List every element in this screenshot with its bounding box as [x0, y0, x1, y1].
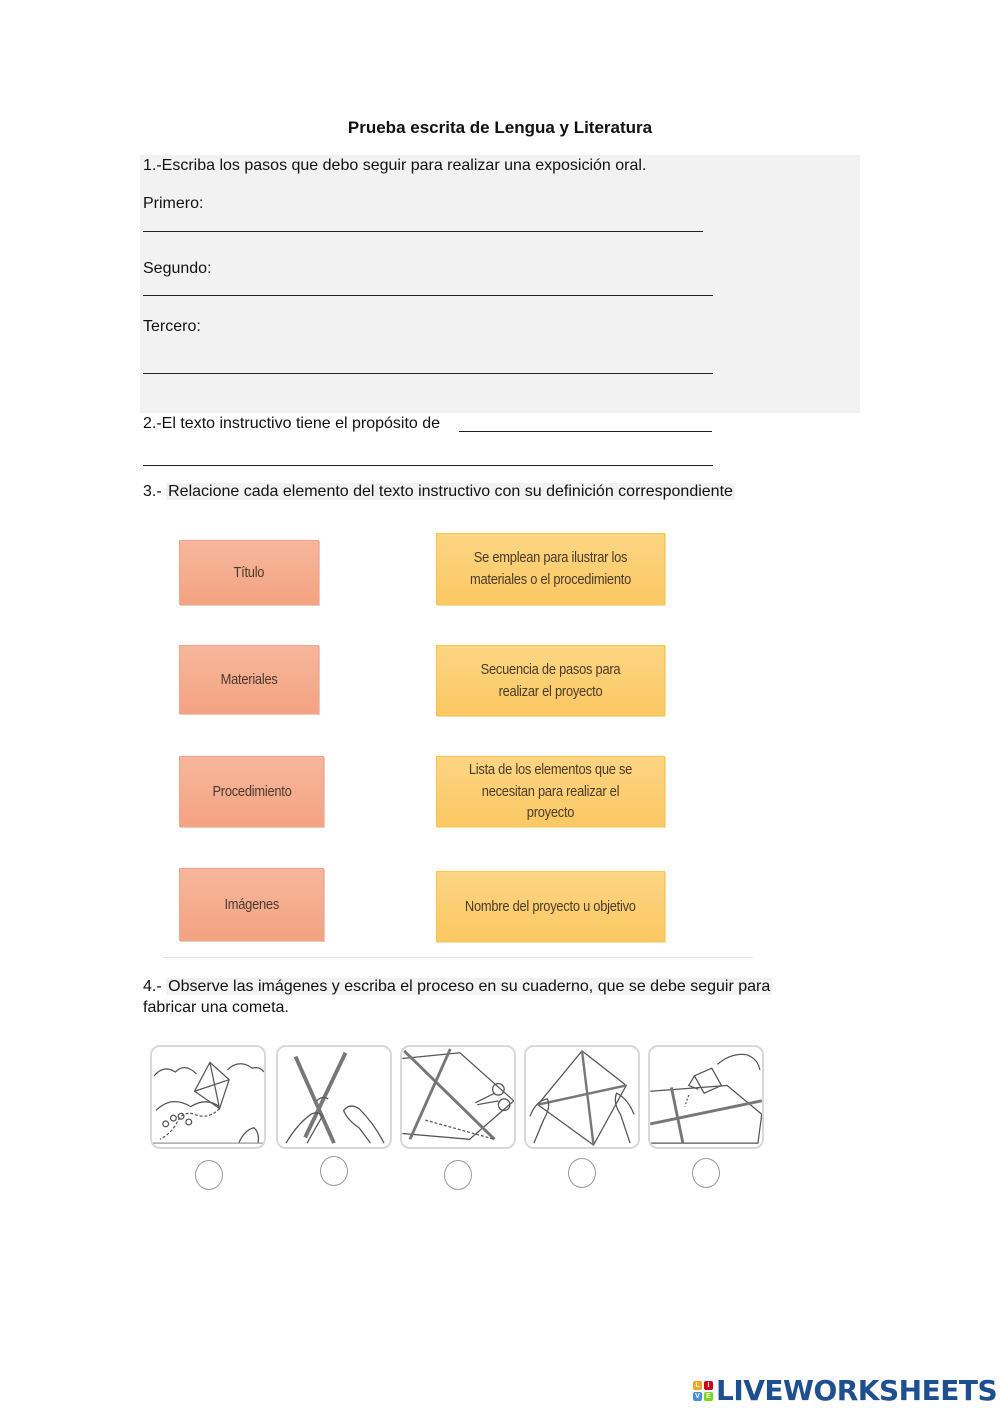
question-3-number: 3.-	[143, 483, 162, 500]
question-4-text-line2: fabricar una cometa.	[143, 999, 289, 1016]
question-4-prompt	[143, 978, 772, 996]
definition-box-materials-list[interactable]: Lista de los elementos que se necesitan para realizar el proyecto	[436, 756, 665, 827]
answer-line-third[interactable]	[143, 373, 713, 374]
step-third-label: Tercero:	[143, 318, 201, 335]
step-first-label: Primero:	[143, 195, 204, 212]
order-circle-5[interactable]	[692, 1158, 720, 1188]
question-4-number: 4.-	[143, 978, 162, 995]
question-3-prompt	[143, 483, 735, 501]
term-box-procedimiento[interactable]: Procedimiento	[179, 756, 324, 827]
order-circle-4[interactable]	[568, 1158, 596, 1188]
kite-flying-illustration	[150, 1045, 266, 1149]
term-box-materiales[interactable]: Materiales	[179, 645, 319, 714]
definition-box-project-name[interactable]: Nombre del proyecto u objetivo	[436, 871, 665, 942]
section-divider	[163, 957, 753, 958]
definition-box-sequence[interactable]: Secuencia de pasos para realizar el proyecto	[436, 645, 665, 716]
logo-text: LIVEWORKSHEETS	[716, 1374, 998, 1407]
logo-mark	[693, 1381, 713, 1401]
answer-line-first[interactable]	[143, 231, 703, 232]
logo-mark-l: L	[693, 1381, 702, 1390]
logo-mark-v: V	[693, 1392, 702, 1401]
page-title: Prueba escrita de Lengua y Literatura	[347, 118, 653, 137]
tying-sticks-illustration	[276, 1045, 392, 1149]
definition-box-illustrate[interactable]: Se emplean para ilustrar los materiales o el procedimiento	[436, 533, 665, 605]
term-box-titulo[interactable]: Título	[179, 540, 319, 605]
liveworksheets-logo[interactable]	[693, 1374, 997, 1407]
gluing-illustration	[648, 1045, 764, 1149]
question-2-prompt: 2.-El texto instructivo tiene el propósito de	[143, 415, 441, 432]
question-1-background	[140, 155, 860, 413]
cutting-paper-illustration	[400, 1045, 516, 1149]
order-circle-3[interactable]	[444, 1160, 472, 1190]
order-circle-2[interactable]	[320, 1156, 348, 1186]
term-box-imagenes[interactable]: Imágenes	[179, 868, 324, 941]
answer-line-purpose-a[interactable]	[459, 431, 712, 432]
folding-edges-illustration	[524, 1045, 640, 1149]
question-4-text-line1: Observe las imágenes y escriba el proceso en su cuaderno, que se debe seguir para	[168, 978, 771, 995]
answer-line-purpose-b[interactable]	[143, 465, 713, 466]
answer-line-second[interactable]	[143, 295, 713, 296]
logo-mark-e: E	[704, 1392, 713, 1401]
logo-mark-i: I	[704, 1381, 713, 1390]
step-second-label: Segundo:	[143, 260, 212, 277]
question-1-prompt: 1.-Escriba los pasos que debo seguir para realizar una exposición oral.	[143, 157, 647, 174]
question-3-text: Relacione cada elemento del texto instructivo con su definición correspondiente	[168, 483, 733, 500]
order-circle-1[interactable]	[195, 1160, 223, 1190]
